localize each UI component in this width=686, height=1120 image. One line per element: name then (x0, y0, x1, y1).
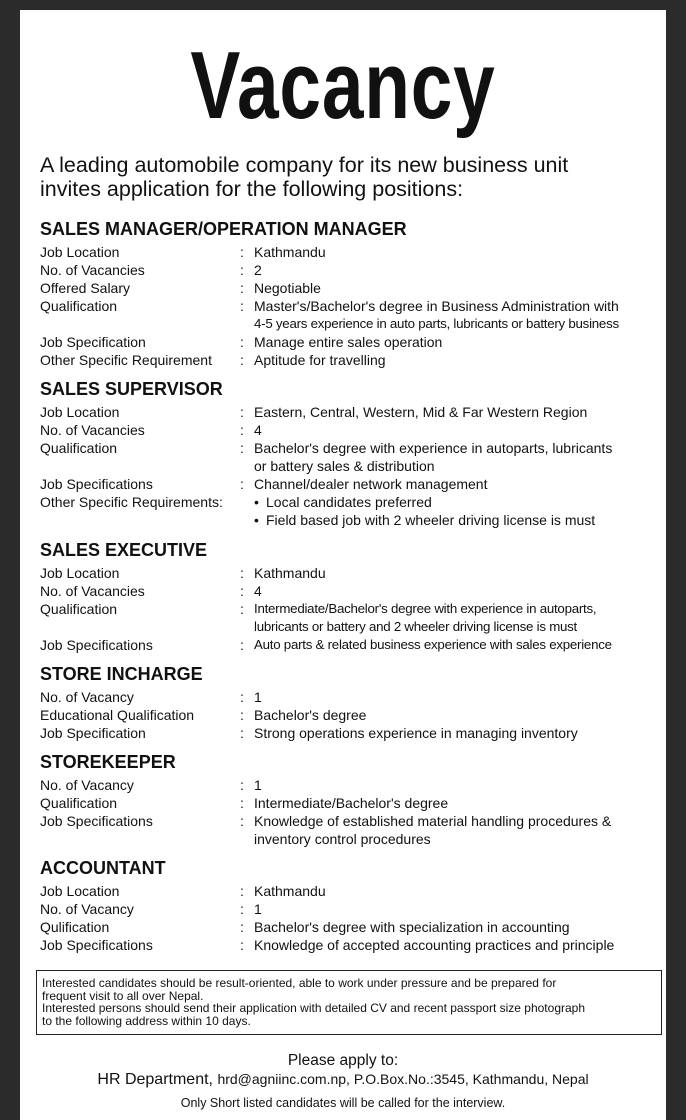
row-job-spec: Job Specification : Manage entire sales operation (40, 334, 443, 350)
row-vacancy: No. of Vacancy : 1 (40, 689, 262, 705)
section-sales-manager (40, 218, 660, 369)
row-job-spec: Job Specifications : Auto parts & related business experience with sales experience (40, 637, 612, 653)
row-other-req: Other Specific Requirements: • Local candidates preferred (40, 494, 432, 510)
bullet-icon: • (254, 512, 259, 528)
row-qualification: Qualification : Bachelor's degree with experience in autoparts, lubricants (40, 440, 613, 456)
row-qualification: Qualification : Intermediate/Bachelor's degree (40, 795, 449, 811)
row-other-req-cont: • Field based job with 2 wheeler driving license is must (254, 512, 596, 528)
section-title: STORE INCHARGE (40, 664, 203, 684)
section-store-incharge (40, 663, 660, 742)
apply-to-heading: Please apply to: (287, 1052, 399, 1069)
contact-line (20, 1071, 666, 1089)
contact-details: hrd@agniinc.com.np, P.O.Box.No.:3545, Kathmandu, Nepal (217, 1071, 589, 1087)
section-title: ACCOUNTANT (40, 858, 166, 878)
section-sales-supervisor (40, 378, 660, 529)
intro-text (40, 153, 660, 201)
intro-line-2: invites application for the following positions: (40, 177, 464, 201)
note-line-2: frequent visit to all over Nepal. (42, 988, 204, 1003)
row-qualification: Qulification : Bachelor's degree with specialization in accounting (40, 919, 570, 935)
row-qualification: Qualification : Intermediate/Bachelor's degree with experience in autoparts, (40, 601, 597, 617)
row-job-location: Job Location : Kathmandu (40, 883, 326, 899)
hr-department: HR Department, (97, 1071, 213, 1088)
row-job-spec: Job Specifications : Knowledge of accepted accounting practices and principle (40, 937, 615, 953)
section-title: SALES EXECUTIVE (40, 540, 208, 560)
row-job-location: Job Location : Kathmandu (40, 244, 326, 260)
section-accountant (40, 857, 660, 954)
row-job-location: Job Location : Kathmandu (40, 565, 326, 581)
section-storekeeper (40, 751, 660, 848)
row-edu-qualification: Educational Qualification : Bachelor's degree (40, 707, 367, 723)
note-line-4: to the following address within 10 days. (42, 1013, 251, 1028)
row-vacancy: No. of Vacancy : 1 (40, 901, 262, 917)
note-line-3: Interested persons should send their application with detailed CV and recent passport size photograph (42, 1001, 586, 1015)
page-title: Vacancy (190, 32, 496, 139)
application-note-box (36, 970, 662, 1035)
row-job-spec: Job Specification : Strong operations experience in managing inventory (40, 725, 578, 741)
row-job-spec: Job Specifications : Channel/dealer network management (40, 476, 488, 492)
section-title: SALES SUPERVISOR (40, 379, 223, 399)
row-job-location: Job Location : Eastern, Central, Western, Mid & Far Western Region (40, 404, 588, 420)
row-other-req: Other Specific Requirement : Aptitude for travelling (40, 352, 386, 368)
section-sales-executive (40, 539, 660, 654)
row-salary: Offered Salary : Negotiable (40, 280, 321, 296)
shortlist-note: Only Short listed candidates will be called for the interview. (180, 1096, 506, 1110)
row-qualification-cont: lubricants or battery and 2 wheeler driving license is must (254, 619, 578, 634)
row-vacancies: No. of Vacancies : 2 (40, 262, 262, 278)
row-vacancies: No. of Vacancies : 4 (40, 583, 262, 599)
note-line-1: Interested candidates should be result-oriented, able to work under pressure and be prepared for (42, 976, 557, 990)
intro-line-1: A leading automobile company for its new business unit (40, 153, 569, 177)
row-qualification: Qualification : Master's/Bachelor's degree in Business Administration with (40, 298, 619, 314)
section-title: SALES MANAGER/OPERATION MANAGER (40, 219, 407, 239)
row-qualification-cont: 4-5 years experience in auto parts, lubricants or battery business (254, 316, 619, 331)
section-title: STOREKEEPER (40, 752, 176, 772)
bullet-icon: • (254, 494, 259, 510)
row-qualification-cont: or battery sales & distribution (254, 458, 435, 474)
row-job-spec-cont: inventory control procedures (254, 831, 431, 847)
row-vacancy: No. of Vacancy : 1 (40, 777, 262, 793)
row-job-spec: Job Specifications : Knowledge of established material handling procedures & (40, 813, 612, 829)
row-vacancies: No. of Vacancies : 4 (40, 422, 262, 438)
